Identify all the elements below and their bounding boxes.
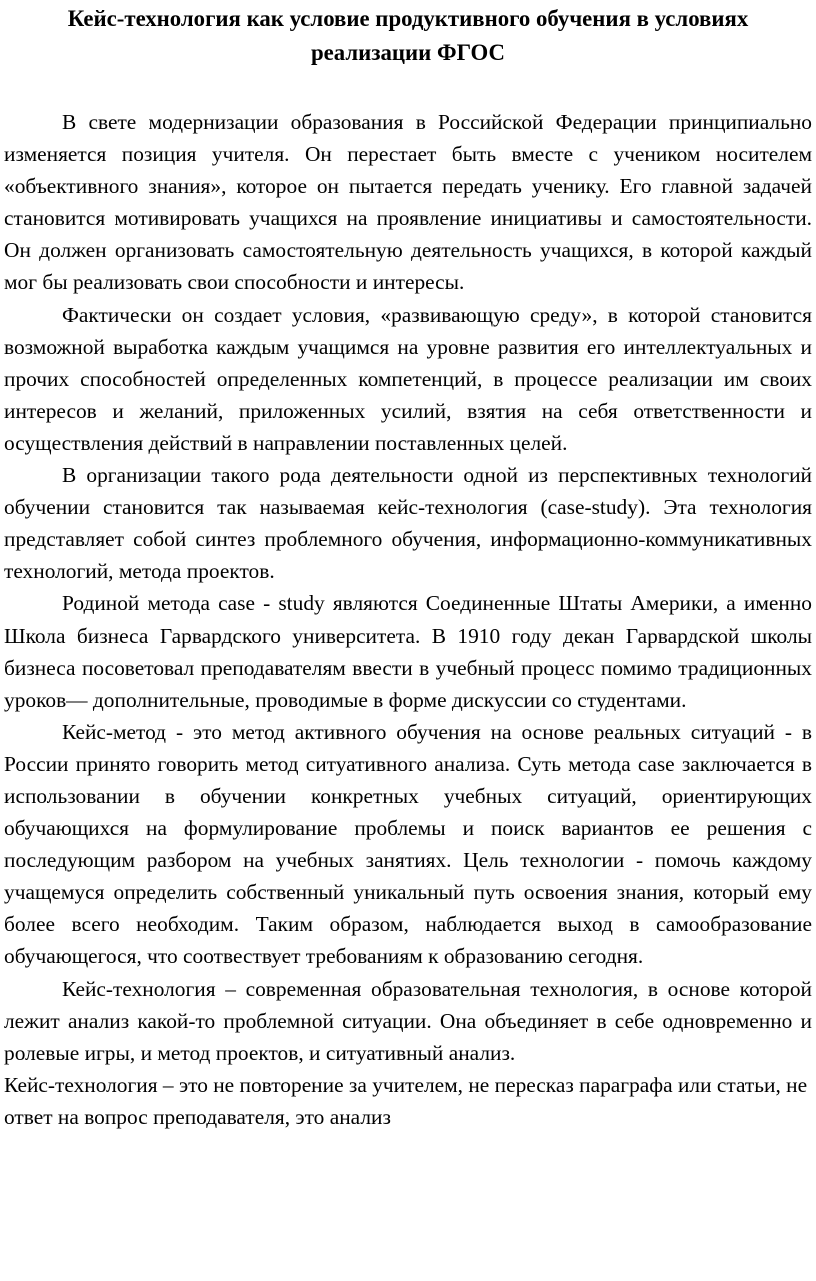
paragraph-case-technology-analysis: Кейс-технология – это не повторение за учителем, не пересказ параграфа или статьи, не ответ на вопрос преподавателя, это анализ xyxy=(4,1072,808,1129)
paragraph-modernization: В свете модернизации образования в Российской Федерации принципиально изменяется позиция учителя. Он перестает быть вместе с учеником носителем «объективного знания», которое он пытается передать ученику. Его главной задачей становится мотивировать учащихся на проявление инициативы и самостоятельности. Он должен организовать самостоятельную деятельность учащихся, в которой каждый мог бы реализовать свои способности и интересы. xyxy=(4,110,812,295)
paragraph-case-technology-modern: Кейс-технология – современная образовательная технология, в основе которой лежит анализ какой-то проблемной ситуации. Она объединяет в себе одновременно и ролевые игры, и метод проектов, и ситуативный анализ. xyxy=(4,976,812,1065)
paragraph-case-study-origin: Родиной метода case - study являются Соединенные Штаты Америки, а именно Школа бизнеса Гарвардского университета. В 1910 году декан Гарвардской школы бизнеса посоветовал преподавателям ввести в учебный процесс помимо традиционных уроков— дополнительные, проводимые в форме дискуссии со студентами. xyxy=(4,591,812,712)
paragraph-case-method-definition: Кейс-метод - это метод активного обучения на основе реальных ситуаций - в России принято говорить метод ситуативного анализа. Суть метода case заключается в использовании в обучении конкретных учебных ситуаций, ориентирующих обучающихся на формулирование проблемы и поиск вариантов ее решения с последующим разбором на учебных занятиях. Цель технологии - помочь каждому учащемуся определить собственный уникальный путь освоения знания, который ему более всего необходим. Таким образом, наблюдается выход в самообразование обучающегося, что соотвествует требованиям к образованию сегодня. xyxy=(4,719,812,969)
title-spacer xyxy=(4,70,812,106)
paragraph-developing-environment: Фактически он создает условия, «развивающую среду», в которой становится возможной выработка каждым учащимся на уровне развития его интеллектуальных и прочих способностей определенных компетенций, в процессе реализации им своих интересов и желаний, приложенных усилий, взятия на себя ответственности и осуществления действий в направлении поставленных целей. xyxy=(4,302,812,455)
document-title: Кейс-технология как условие продуктивного обучения в условиях реализации ФГОС xyxy=(67,6,749,65)
paragraph-case-technology-intro: В организации такого рода деятельности одной из перспективных технологий обучении становится так называемая кейс-технология (case-study). Эта технология представляет собой синтез проблемного обучения, информационно-коммуникативных технологий, метода проектов. xyxy=(4,463,812,584)
